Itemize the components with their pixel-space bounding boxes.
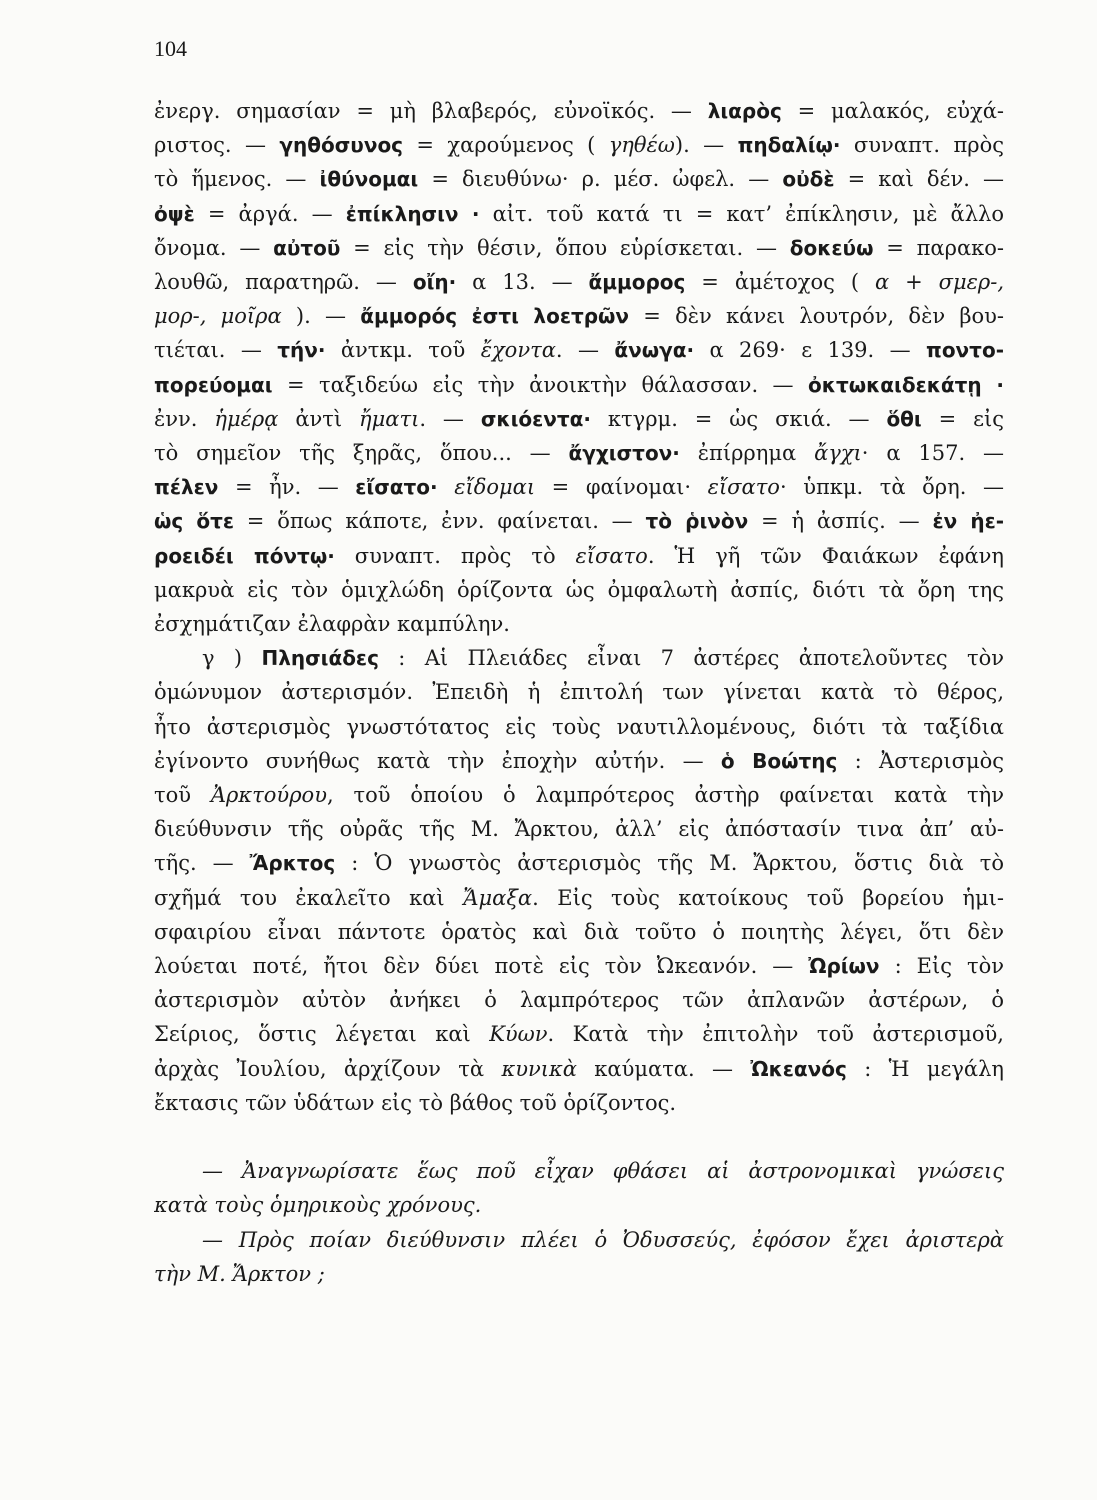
lemma-term: ἄμμορός ἐστι λοετρῶν [360,304,630,329]
italic-text: εἴδομαι [454,475,536,500]
text-run: = μαλακός, εὐχά- [781,99,1004,123]
text-run: ἀστερισμὸν αὐτὸν ἀνήκει ὁ λαμπρότερος τῶν ἀπλανῶν ἀστέρων, ὁ [154,988,1004,1013]
text-run: ὁμώνυμον ἀστερισμόν. Ἐπειδὴ ἡ ἐπιτολή των γίνεται κατὰ τὸ θέρος, [154,680,1004,705]
text-run: = καὶ δέν. — [834,167,1004,192]
text-run: κτγρμ. = ὡς σκιά. — [591,406,887,431]
text-run: ). — [674,133,738,158]
text-run: . — [555,338,615,363]
text-line [154,368,1004,402]
paragraph-gap [154,1120,1004,1154]
italic-text: ἔχοντα [480,338,556,363]
text-line [154,675,1004,709]
text-run [438,475,455,499]
lemma-term: ἰθύνομαι [319,167,419,192]
text-line [154,1086,1004,1120]
italic-text: γηθέω [608,133,675,158]
lemma-term: τήν· [277,338,326,363]
page-number: 104 [154,36,187,61]
text-run: · ὑπκμ. τὰ ὄρη. — [779,475,1004,500]
text-run: ὄνομα. — [154,235,274,260]
text-run: ἐπίρρημα [679,441,815,466]
text-run: συναπτ. πρὸς [840,133,1004,158]
lemma-term: λιαρὸς [707,99,782,123]
italic-text: — Ἀναγνωρίσατε ἕως ποῦ εἶχαν φθάσει αἱ ἀστρονομικαὶ γνώσεις [202,1159,1004,1184]
text-run: : Αἱ Πλειάδες εἶναι 7 ἀστέρες ἀποτελοῦντες τὸν [378,646,1004,671]
text-run: ἦτο ἀστερισμὸς γνωστότατος εἰς τοὺς ναυτιλλομένους, διότι τὰ ταξίδια [154,714,1004,739]
text-run: ἔκτασις τῶν ὑδάτων εἰς τὸ βάθος τοῦ ὁρίζοντος. [154,1090,677,1115]
text-run: = ταξιδεύω εἰς τὴν ἀνοικτὴν θάλασσαν. — [272,372,808,397]
lemma-term: ἄγχιστον· [568,441,680,466]
lemma-term: ὁ Βοώτης [720,748,838,773]
text-run: α 13. — [456,270,589,295]
lemma-term: ἐπίκλησιν · [345,201,480,226]
lemma-term: ἐν ἠε- [932,509,1004,534]
text-line [154,881,1004,915]
text-run: ). — [281,304,361,329]
lemma-term: ὀκτωκαιδεκάτῃ · [808,372,1004,397]
italic-text: Κύων [489,1022,548,1047]
text-line [154,436,1004,470]
text-run: = παρακο- [873,235,1004,260]
lemma-term: Πλησιάδες [261,646,379,671]
text-run: καύματα. — [576,1056,751,1081]
lemma-term: πέλεν [154,475,219,500]
lemma-term: ποντο- [926,338,1004,363]
text-run: = ὅπως κάποτε, ἐνν. φαίνεται. — [233,509,646,534]
text-run: τοῦ [154,783,211,808]
text-run: συναπτ. πρὸς τὸ [334,543,576,568]
text-line [154,197,1004,231]
text-line [154,812,1004,846]
text-run: γ ) [202,646,262,671]
text-run: , τοῦ ὁποίου ὁ λαμπρότερος ἀστὴρ φαίνεται κατὰ τὴν [326,783,1004,808]
text-run: ἐνεργ. σημασίαν = μὴ βλαβερός, εὐνοϊκός. — [154,99,708,123]
text-line [154,504,1004,538]
text-run: = ἦν. — [218,475,356,500]
text-run: σφαιρίου εἶναι πάντοτε ὁρατὸς καὶ διὰ τοῦτο ὁ ποιητὴς λέγει, ὅτι δὲν [154,919,1004,944]
text-line [154,573,1004,607]
text-line [154,1052,1004,1086]
lemma-term: ἄνωγα· [614,338,695,363]
text-line [154,744,1004,778]
lemma-term: οἴη· [412,270,457,295]
text-line [154,778,1004,812]
text-line [154,162,1004,196]
text-run: : Ὁ γνωστὸς ἀστερισμὸς τῆς Μ. Ἄρκτου, ὅστις διὰ τὸ [335,851,1004,876]
lemma-term: εἴσατο· [355,475,438,500]
text-line [154,846,1004,880]
italic-text: τὴν Μ. Ἄρκτον ; [154,1261,325,1286]
text-line [154,128,1004,162]
text-run: ἀντκμ. τοῦ [325,338,481,363]
italic-text: Ἀρκτούρου [210,783,327,808]
italic-text: ἄγχι [814,441,862,466]
text-run: λουθῶ, παρατηρῶ. — [154,270,413,295]
text-run: τὸ σημεῖον τῆς ξηρᾶς, ὅπου... — [154,441,569,466]
text-run: ἐσχημάτιζαν ἐλαφρὰν καμπύλην. [154,612,510,637]
italic-text: εἴσατο [707,475,780,500]
text-line [154,231,1004,265]
text-run: μακρυὰ εἰς τὸν ὁμιχλώδη ὁρίζοντα ὡς ὀμφαλωτὴ ἀσπίς, διότι τὰ ὄρη της [154,577,1004,602]
text-run: = δὲν κάνει λουτρόν, δὲν βου- [629,304,1004,329]
text-line [154,333,1004,367]
text-run: ἐγίνοντο συνήθως κατὰ τὴν ἐποχὴν αὐτήν. — [154,748,721,773]
text-line [154,1017,1004,1051]
text-run: = ἀργά. — [194,201,346,226]
text-line [154,1188,1004,1222]
text-run: = ἀμέτοχος ( [685,270,875,295]
text-line [154,539,1004,573]
text-line [154,641,1004,675]
italic-text: κατὰ τοὺς ὁμηρικοὺς χρόνους. [154,1193,482,1218]
lemma-term: αὐτοῦ [273,235,341,260]
text-run: Σείριος, ὅστις λέγεται καὶ [154,1022,490,1047]
text-run: λούεται ποτέ, ἤτοι δὲν δύει ποτὲ εἰς τὸν Ὠκεανόν. — [154,954,809,979]
lemma-term: οὐδὲ [782,167,835,192]
text-line [154,265,1004,299]
text-run: . Εἰς τοὺς κατοίκους τοῦ βορείου ἡμι- [532,885,1004,910]
text-run: · α 157. — [861,441,1004,466]
text-run: τιέται. — [154,338,278,363]
text-run: = φαίνομαι· [535,475,708,500]
lemma-term: ροειδέι πόντῳ· [154,543,335,568]
text-run: : Ἡ μεγάλη [846,1056,1004,1081]
lemma-term: πηδαλίῳ· [737,133,841,158]
italic-text: ἡμέρᾳ [214,406,279,431]
text-run: ἀντὶ [278,406,360,431]
lemma-term: ὡς ὅτε [154,509,234,534]
text-run: αἰτ. τοῦ κατά τι = κατ’ ἐπίκλησιν, μὲ ἄλλο [479,201,1004,226]
text-line [154,94,1004,128]
italic-text: εἴσατο [575,543,648,568]
lemma-term: ὀψὲ [154,201,195,226]
italic-text: Ἄμαξα [463,885,533,910]
lemma-term: γηθόσυνος [279,133,404,158]
text-line [154,710,1004,744]
text-line [154,1154,1004,1188]
text-run: : Ἀστερισμὸς [837,748,1004,773]
text-run: ριστος. — [154,133,280,158]
text-run: ἐνν. [154,406,215,431]
lemma-term: Ὠκεανός [750,1056,847,1081]
text-run: ἀρχὰς Ἰουλίου, ἀρχίζουν τὰ [154,1056,502,1081]
text-run: . Ἡ γῆ τῶν Φαιάκων ἐφάνη [647,543,1004,568]
text-run: διεύθυνσιν τῆς οὐρᾶς τῆς Μ. Ἄρκτου, ἀλλ’ εἰς ἀπόστασίν τινα ἀπ’ αὐ- [154,817,1004,842]
lemma-term: Ἄρκτος [249,851,336,876]
text-line [154,1223,1004,1257]
text-run: = εἰς [921,406,1004,431]
text-run: : Εἰς τὸν [879,954,1004,979]
text-line [154,1257,1004,1291]
text-line [154,949,1004,983]
page-body-text [154,94,1004,1291]
lemma-term: τὸ ῥινὸν [645,509,749,534]
text-line [154,915,1004,949]
text-run: = εἰς τὴν θέσιν, ὅπου εὑρίσκεται. — [340,235,790,260]
lemma-term: πορεύομαι [154,372,273,397]
lemma-term: σκιόεντα· [480,406,591,431]
lemma-term: ἄμμορος [588,270,686,295]
lemma-term: Ὠρίων [808,954,880,979]
italic-text: μορ-, μοῖρα [154,304,282,329]
italic-text: ἤματι [359,406,420,431]
text-line [154,402,1004,436]
lemma-term: δοκεύω [789,235,874,260]
text-run: = διευθύνω· ρ. μέσ. ὠφελ. — [418,167,783,192]
italic-text: κυνικὰ [501,1056,577,1081]
text-line [154,607,1004,641]
italic-text: α + σμερ-, [875,270,1004,295]
text-run: = χαρούμενος ( [403,133,609,158]
text-line [154,470,1004,504]
text-run: . — [419,406,481,431]
text-line [154,299,1004,333]
text-run: . Κατὰ τὴν ἐπιτολὴν τοῦ ἀστερισμοῦ, [547,1022,1004,1047]
text-run: = ἡ ἀσπίς. — [748,509,933,534]
italic-text: — Πρὸς ποίαν διεύθυνσιν πλέει ὁ Ὀδυσσεύς, ἐφόσον ἔχει ἀριστερὰ [202,1227,1004,1252]
text-run: τὸ ἥμενος. — [154,167,320,192]
text-run: σχῆμά του ἐκαλεῖτο καὶ [154,885,464,910]
text-run: α 269· ε 139. — [694,338,926,363]
text-line [154,983,1004,1017]
lemma-term: ὅθι [886,406,922,431]
text-run: τῆς. — [154,851,250,876]
